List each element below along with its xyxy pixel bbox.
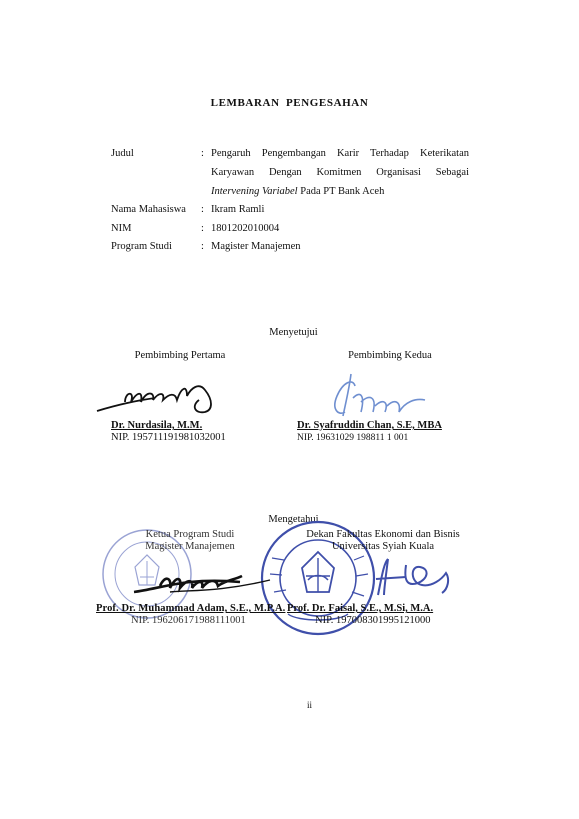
left-head-signature xyxy=(130,562,280,602)
judul-line-1: Pengaruh Pengembangan Karir Terhadap Keterikatan xyxy=(211,148,469,159)
field-value-nim: 1801202010004 xyxy=(211,223,280,234)
field-colon: : xyxy=(201,148,204,159)
second-supervisor-nip: NIP. 19631029 198811 1 001 xyxy=(297,433,409,443)
field-label-nama: Nama Mahasiswa xyxy=(111,204,186,215)
first-supervisor-role: Pembimbing Pertama xyxy=(134,350,226,361)
right-role-line-2: Universitas Syiah Kuala xyxy=(331,541,435,552)
field-colon: : xyxy=(201,223,204,234)
judul-line-3-rest: Pada PT Bank Aceh xyxy=(297,186,385,197)
dean-name: Prof. Dr. Faisal, S.E., M.Si, M.A. xyxy=(287,603,434,614)
second-supervisor-signature xyxy=(305,372,435,422)
field-label-nim: NIM xyxy=(111,223,132,234)
first-supervisor-signature xyxy=(95,378,245,420)
field-colon: : xyxy=(201,204,204,215)
dean-signature xyxy=(370,555,460,600)
field-value-prodi: Magister Manajemen xyxy=(211,241,301,252)
left-head-name: Prof. Dr. Muhammad Adam, S.E., M.P.A. xyxy=(96,603,286,614)
field-label-prodi: Program Studi xyxy=(111,241,172,252)
judul-line-3-italic: Intervening Variabel xyxy=(211,186,298,197)
field-colon: : xyxy=(201,241,204,252)
second-supervisor-role: Pembimbing Kedua xyxy=(348,350,432,361)
page-title: LEMBARAN PENGESAHAN xyxy=(210,97,369,109)
dean-nip: NIP. 197008301995121000 xyxy=(315,615,431,626)
judul-line-3 xyxy=(211,186,384,197)
left-role-line-2: Magister Manajemen xyxy=(145,541,235,552)
left-head-nip: NIP. 196206171988111001 xyxy=(131,615,246,626)
approval-heading: Menyetujui xyxy=(269,327,318,338)
field-value-nama: Ikram Ramli xyxy=(211,204,265,215)
first-supervisor-nip: NIP. 195711191981032001 xyxy=(111,432,226,443)
field-label-judul: Judul xyxy=(111,148,134,159)
page-number: ii xyxy=(306,700,312,710)
field-value-judul xyxy=(211,144,469,201)
acknowledgement-heading: Mengetahui xyxy=(268,514,319,525)
judul-line-2: Karyawan Dengan Komitmen Organisasi Sebagai xyxy=(211,167,469,178)
right-role-line-1: Dekan Fakultas Ekonomi dan Bisnis xyxy=(306,529,460,540)
first-supervisor-name: Dr. Nurdasila, M.M. xyxy=(111,420,203,431)
left-role-line-1: Ketua Program Studi xyxy=(145,529,235,540)
second-supervisor-name: Dr. Syafruddin Chan, S.E, MBA xyxy=(297,420,442,431)
